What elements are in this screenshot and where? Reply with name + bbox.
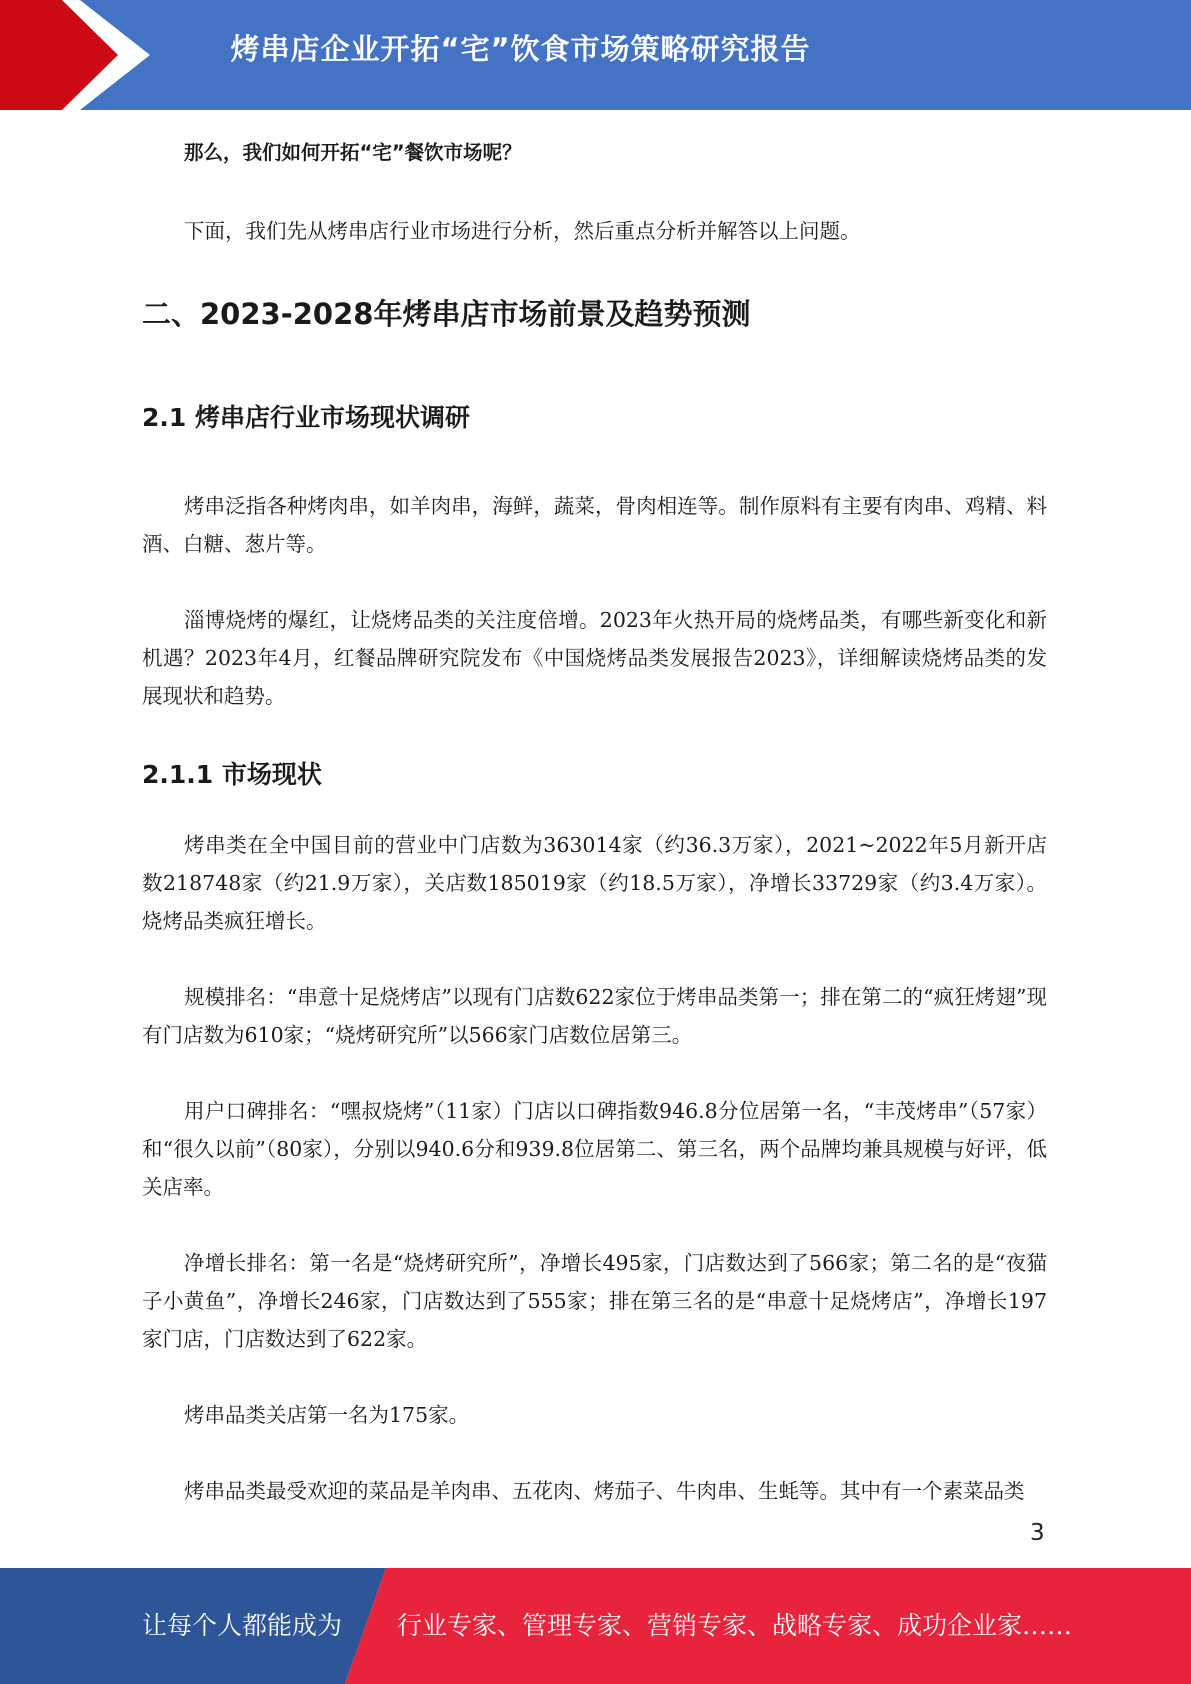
subsection-heading: 2.1 烤串店行业市场现状调研: [142, 403, 470, 432]
intro-transition: 下面，我们先从烤串店行业市场进行分析，然后重点分析并解答以上问题。: [184, 219, 861, 243]
page-header: [0, 0, 1191, 110]
footer-slogan-right: 行业专家、管理专家、营销专家、战略专家、成功企业家……: [397, 1611, 1073, 1640]
paragraph: 用户口碑排名：“嘿叔烧烤”（11家）门店以口碑指数946.8分位居第一名，“丰茂烤串”（57家）和“很久以前”（80家），分别以940.6分和939.8位居第二、第三名，两个品牌均兼具规模与好评，低关店率。: [142, 1099, 1047, 1199]
paragraph: 烤串品类关店第一名为175家。: [184, 1403, 470, 1427]
paragraph: 烤串泛指各种烤肉串，如羊肉串，海鲜，蔬菜，骨肉相连等。制作原料有主要有肉串、鸡精、料酒、白糖、葱片等。: [142, 494, 1047, 556]
paragraph: 规模排名：“串意十足烧烤店”以现有门店数622家位于烤串品类第一；排在第二的“疯狂烤翅”现有门店数为610家；“烧烤研究所”以566家门店数位居第三。: [142, 985, 1047, 1047]
report-title: 烤串店企业开拓“宅”饮食市场策略研究报告: [230, 32, 811, 66]
page-number: 3: [1030, 1520, 1045, 1546]
intro-question: 那么，我们如何开拓“宅”餐饮市场呢？: [184, 141, 522, 164]
section-heading: 二、2023-2028年烤串店市场前景及趋势预测: [142, 297, 751, 331]
subsubsection-heading: 2.1.1 市场现状: [142, 760, 322, 789]
page-footer: [0, 1568, 1191, 1684]
paragraph: 净增长排名：第一名是“烧烤研究所”，净增长495家，门店数达到了566家；第二名的是“夜猫子小黄鱼”，净增长246家，门店数达到了555家；排在第三名的是“串意十足烧烤店”，净增长197家门店，门店数达到了622家。: [142, 1251, 1047, 1351]
footer-slogan-left: 让每个人都能成为: [142, 1611, 343, 1640]
paragraph: 淄博烧烤的爆红，让烧烤品类的关注度倍增。2023年火热开局的烧烤品类，有哪些新变化和新机遇？2023年4月，红餐品牌研究院发布《中国烧烤品类发展报告2023》，详细解读烧烤品类的发展现状和趋势。: [142, 608, 1047, 708]
paragraph: 烤串类在全中国目前的营业中门店数为363014家（约36.3万家），2021~2022年5月新开店数218748家（约21.9万家），关店数185019家（约18.5万家），净增长33729家（约3.4万家）。烧烤品类疯狂增长。: [142, 833, 1047, 933]
paragraph: 烤串品类最受欢迎的菜品是羊肉串、五花肉、烤茄子、牛肉串、生蚝等。其中有一个素菜品类: [184, 1479, 1025, 1503]
header-chevron-icon: [0, 0, 160, 110]
